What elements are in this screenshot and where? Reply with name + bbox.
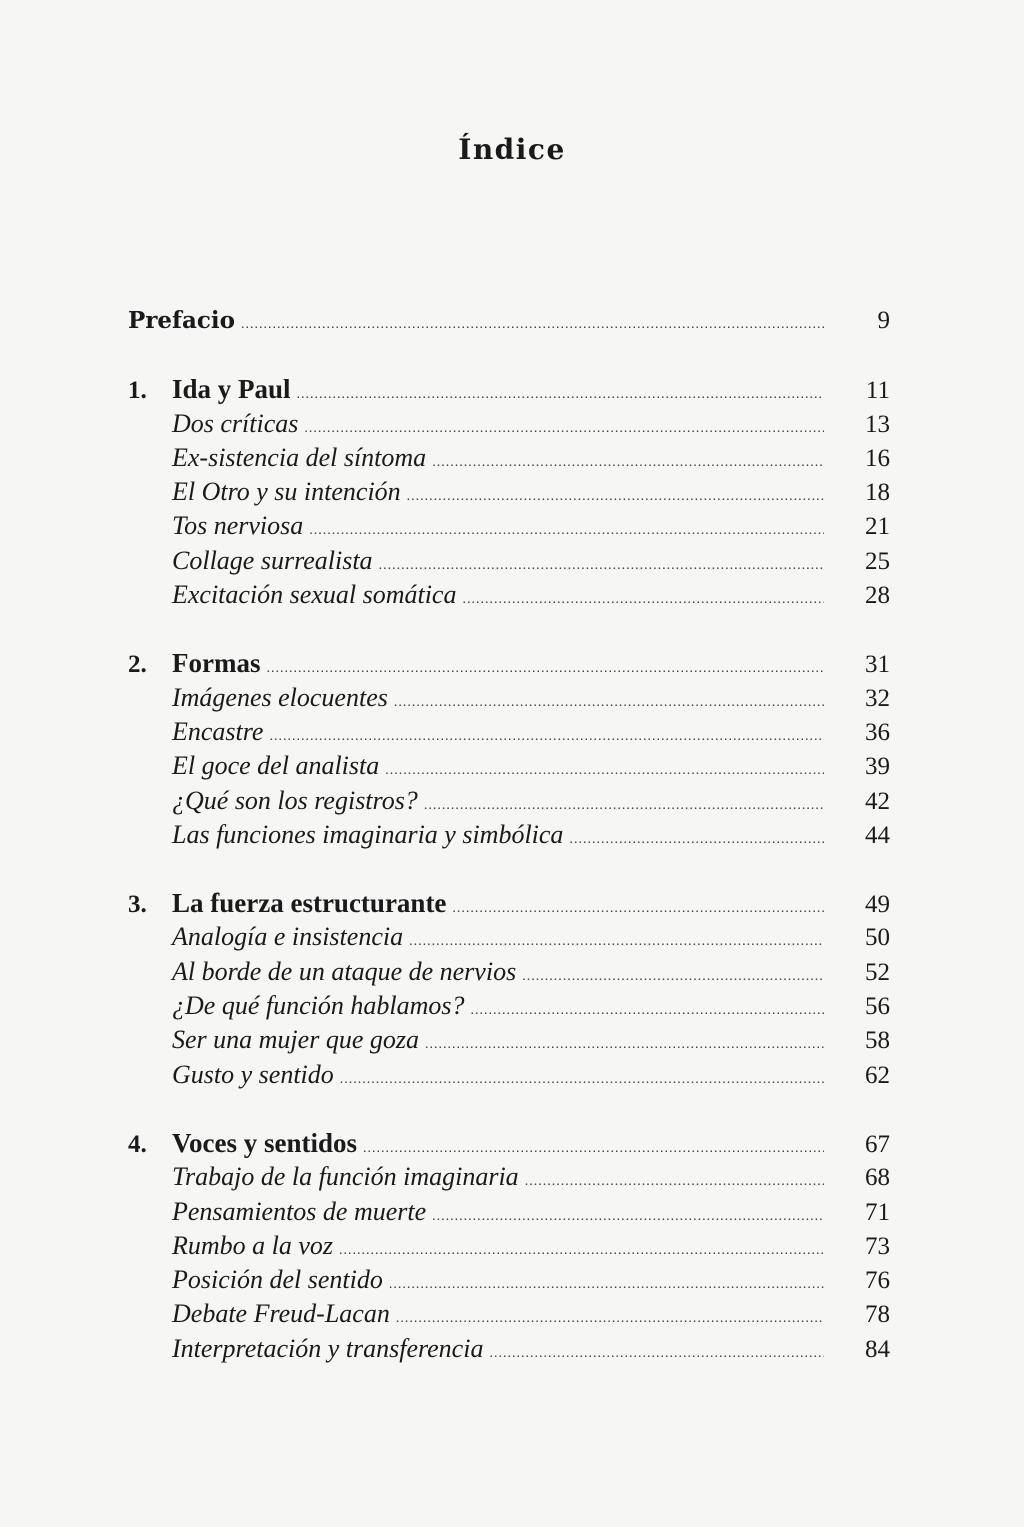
toc-entry-section [128, 920, 890, 954]
section-title: Collage surrealista [172, 545, 373, 575]
section-title: Gusto y sentido [172, 1059, 334, 1089]
toc-entry-section [128, 1058, 890, 1092]
section-page-number: 62 [865, 1061, 890, 1089]
section-title: Excitación sexual somática [172, 580, 457, 610]
section-page-number: 36 [865, 718, 890, 746]
toc-entry-section [128, 1263, 890, 1297]
section-title: Posición del sentido [172, 1265, 383, 1295]
section-title: Encastre [172, 716, 264, 746]
section-title: Rumbo a la voz [172, 1230, 334, 1260]
section-page-number: 50 [865, 924, 890, 952]
section-title: Analogía e insistencia [172, 922, 404, 952]
section-title: Interpretación y transferencia [172, 1333, 484, 1363]
chapter-list [128, 338, 890, 1366]
section-title: El Otro y su intención [172, 477, 401, 507]
toc-entry-section [128, 578, 890, 612]
chapter-number: 3. [128, 891, 147, 919]
toc-entry-chapter [128, 372, 890, 406]
chapter-spacer [128, 612, 890, 646]
chapter-number: 2. [128, 651, 147, 679]
section-page-number: 84 [865, 1335, 890, 1363]
toc-entry-section [128, 1332, 890, 1366]
section-title: El goce del analista [172, 751, 380, 781]
chapter-title: Ida y Paul [172, 374, 291, 405]
toc-entry-section [128, 441, 890, 475]
toc-entry-section [128, 1229, 890, 1263]
dot-leader [340, 1063, 824, 1097]
toc-entry-section [128, 749, 890, 783]
dot-leader [309, 514, 824, 548]
toc-entry-chapter [128, 1126, 890, 1160]
toc-entry-section [128, 681, 890, 715]
section-title: Debate Freud-Lacan [172, 1299, 390, 1329]
toc-entry-section [128, 818, 890, 852]
preface-label: Prefacio [128, 307, 235, 334]
chapter-page-number: 49 [865, 891, 890, 919]
dot-leader [525, 1165, 824, 1199]
dot-leader [432, 1200, 824, 1234]
section-page-number: 13 [865, 410, 890, 438]
section-page-number: 39 [865, 753, 890, 781]
section-title: Al borde de un ataque de nervios [172, 956, 517, 986]
chapter-spacer [128, 1092, 890, 1126]
section-title: Dos críticas [172, 408, 299, 438]
toc-entry-section [128, 407, 890, 441]
preface-page-number: 9 [877, 307, 890, 334]
dot-leader [389, 1268, 824, 1302]
section-page-number: 21 [865, 513, 890, 541]
toc-entry-section [128, 1023, 890, 1057]
section-page-number: 16 [865, 444, 890, 472]
section-page-number: 56 [865, 993, 890, 1021]
chapter-page-number: 67 [865, 1130, 890, 1158]
dot-leader [432, 446, 824, 480]
toc-entry-section [128, 509, 890, 543]
toc-entry-section [128, 989, 890, 1023]
dot-leader [394, 686, 824, 720]
chapter-page-number: 31 [865, 651, 890, 679]
section-page-number: 25 [865, 547, 890, 575]
toc-entry-preface [128, 304, 890, 338]
section-title: ¿De qué función hablamos? [172, 991, 465, 1021]
toc-entry-section [128, 544, 890, 578]
section-page-number: 58 [865, 1027, 890, 1055]
section-page-number: 18 [865, 479, 890, 507]
section-page-number: 28 [865, 582, 890, 610]
chapter-spacer [128, 852, 890, 886]
toc-entry-section [128, 955, 890, 989]
dot-leader [385, 754, 824, 788]
section-title: Pensamientos de muerte [172, 1196, 427, 1226]
toc-entry-chapter [128, 646, 890, 680]
section-page-number: 71 [865, 1198, 890, 1226]
section-page-number: 76 [865, 1267, 890, 1295]
chapter-title: Formas [172, 648, 261, 679]
section-title: Imágenes elocuentes [172, 682, 388, 712]
table-of-contents [128, 304, 890, 1366]
toc-entry-section [128, 1195, 890, 1229]
section-page-number: 32 [865, 684, 890, 712]
page-title: Índice [458, 133, 566, 166]
section-title: Tos nerviosa [172, 511, 304, 541]
toc-entry-section [128, 475, 890, 509]
toc-entry-section [128, 784, 890, 818]
dot-leader [569, 823, 824, 857]
section-title: Trabajo de la función imaginaria [172, 1162, 519, 1192]
section-title: ¿Qué son los registros? [172, 785, 418, 815]
dot-leader [241, 308, 824, 342]
dot-leader [297, 378, 824, 412]
section-page-number: 52 [865, 958, 890, 986]
section-title: Ex-sistencia del síntoma [172, 442, 427, 472]
chapter-title: Voces y sentidos [172, 1127, 358, 1158]
toc-entry-section [128, 1297, 890, 1331]
chapter-number: 4. [128, 1130, 147, 1158]
chapter-number: 1. [128, 377, 147, 405]
section-page-number: 68 [865, 1164, 890, 1192]
dot-leader [452, 892, 824, 926]
chapter-title: La fuerza estructurante [172, 888, 447, 919]
dot-leader [425, 1028, 824, 1062]
dot-leader [407, 480, 824, 514]
toc-entry-chapter [128, 886, 890, 920]
dot-leader [339, 1234, 824, 1268]
dot-leader [462, 583, 824, 617]
dot-leader [470, 994, 824, 1028]
toc-entry-section [128, 1160, 890, 1194]
dot-leader [522, 960, 824, 994]
section-title: Ser una mujer que goza [172, 1025, 419, 1055]
section-page-number: 42 [865, 787, 890, 815]
dot-leader [489, 1337, 824, 1371]
section-page-number: 73 [865, 1232, 890, 1260]
section-page-number: 44 [865, 821, 890, 849]
section-page-number: 78 [865, 1301, 890, 1329]
section-title: Las funciones imaginaria y simbólica [172, 819, 564, 849]
chapter-spacer [128, 338, 890, 372]
chapter-page-number: 11 [865, 377, 890, 405]
toc-entry-section [128, 715, 890, 749]
